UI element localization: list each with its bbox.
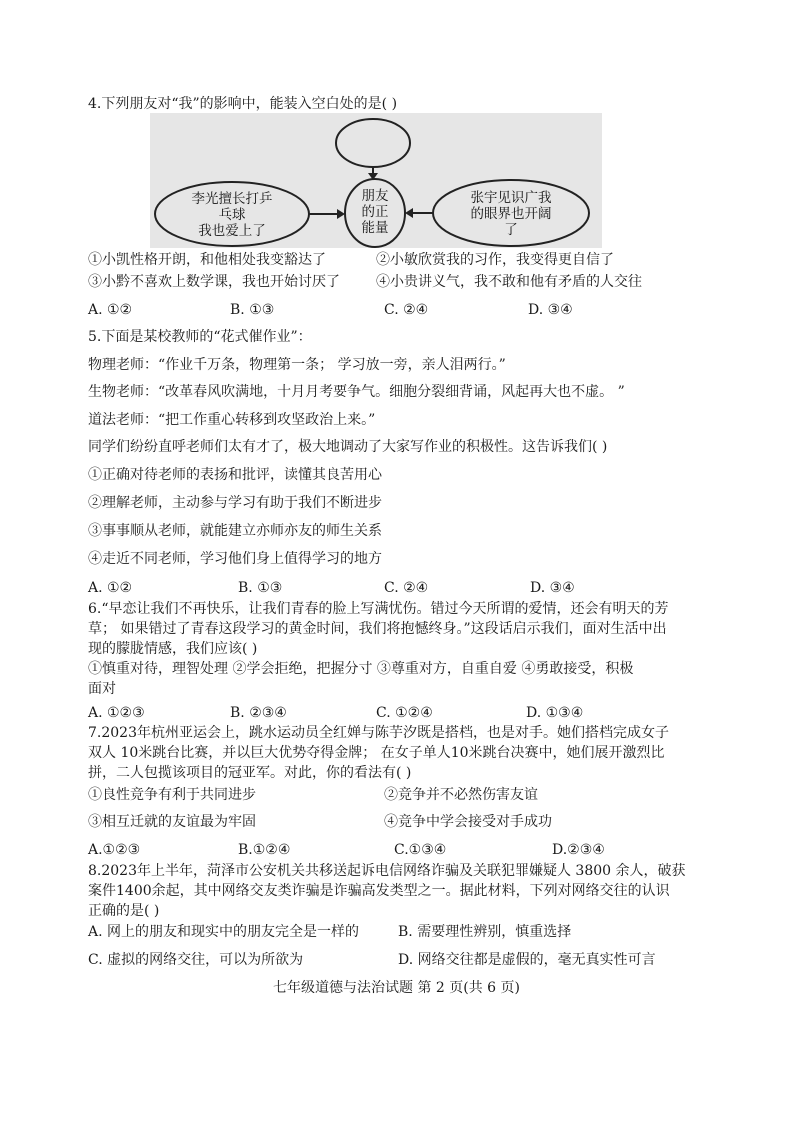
q7-item-3: ③相互迁就的友谊最为牢固 xyxy=(88,814,256,830)
friend-influence-diagram xyxy=(150,113,602,248)
blank-bubble xyxy=(336,119,410,167)
q4-item-2: ②小敏欣赏我的习作，我变得更自信了 xyxy=(376,252,614,268)
q5-item-1: ①正确对待老师的表扬和批评，读懂其良苦用心 xyxy=(88,467,382,483)
q5-biology-teacher: 生物老师：“改革春风吹满地，十月月考要争气。细胞分裂细背诵，风起再大也不虚。 ” xyxy=(88,384,625,400)
q7-option-d[interactable]: D.②③④ xyxy=(552,842,605,858)
q5-physics-teacher: 物理老师：“作业千万条，物理第一条； 学习放一旁，亲人泪两行。” xyxy=(88,357,506,373)
q7-line-2: 双人 10米跳台比赛，并以巨大优势夺得金牌； 在女子单人10米跳台决赛中，她们展开激烈比 xyxy=(88,745,665,761)
center-bubble-line-2: 的正 xyxy=(361,204,389,220)
q4-item-3: ③小黔不喜欢上数学课，我也开始讨厌了 xyxy=(88,274,340,290)
q7-item-1: ①良性竞争有利于共同进步 xyxy=(88,787,256,803)
q6-line-2: 草； 如果错过了青春这段学习的黄金时间，我们将抱憾终身。”这段话启示我们，面对生活中出 xyxy=(88,621,667,637)
center-bubble-line-1: 朋友 xyxy=(361,188,389,204)
q5-option-b[interactable]: B. ①③ xyxy=(238,580,283,596)
q5-item-4: ④走近不同老师，学习他们身上值得学习的地方 xyxy=(88,551,382,567)
center-bubble-line-3: 能量 xyxy=(361,220,389,236)
q6-items: ①慎重对待，理智处理 ②学会拒绝，把握分寸 ③尊重对方，自重自爱 ④勇敢接受，积极 xyxy=(88,661,634,677)
page-footer: 七年级道德与法治试题 第 2 页(共 6 页) xyxy=(273,980,520,996)
q7-line-1: 7.2023年杭州亚运会上，跳水运动员全红婵与陈芋汐既是搭档，也是对手。她们搭档完成女子 xyxy=(88,725,669,741)
right-bubble-line-1: 张宇见识广我 xyxy=(470,190,552,206)
q8-option-b[interactable]: B. 需要理性辨别，慎重选择 xyxy=(398,924,572,940)
q7-item-4: ④竞争中学会接受对手成功 xyxy=(384,814,552,830)
q5-question: 同学们纷纷直呼老师们太有才了，极大地调动了大家写作业的积极性。这告诉我们( ) xyxy=(88,439,608,455)
q7-item-2: ②竞争并不必然伤害友谊 xyxy=(384,787,538,803)
q4-stem: 4.下列朋友对“我”的影响中，能装入空白处的是( ) xyxy=(88,96,398,112)
q6-option-d[interactable]: D. ①③④ xyxy=(526,705,584,721)
q6-line-1: 6.“早恋让我们不再快乐，让我们青春的脸上写满忧伤。错过今天所谓的爱情，还会有明天的芳 xyxy=(88,601,669,617)
left-bubble-line-1: 李光擅长打乒 xyxy=(191,191,273,207)
q8-option-d[interactable]: D. 网络交往都是虚假的，毫无真实性可言 xyxy=(398,952,656,968)
q5-item-3: ③事事顺从老师，就能建立亦师亦友的师生关系 xyxy=(88,523,382,539)
right-bubble-line-2: 的眼界也开阔 xyxy=(470,206,552,222)
q4-option-a[interactable]: A. ①② xyxy=(88,302,133,318)
left-bubble-line-2: 乓球 xyxy=(218,207,246,223)
q6-items-cont: 面对 xyxy=(88,681,116,697)
q5-item-2: ②理解老师，主动参与学习有助于我们不断进步 xyxy=(88,495,382,511)
q4-option-c[interactable]: C. ②④ xyxy=(384,302,429,318)
q8-line-3: 正确的是( ) xyxy=(88,903,160,919)
q8-line-1: 8.2023年上半年，菏泽市公安机关共移送起诉电信网络诈骗及关联犯罪嫌疑人 3800 余人，破获 xyxy=(88,863,686,879)
left-bubble-line-3: 我也爱上了 xyxy=(198,223,266,239)
q5-stem: 5.下面是某校教师的“花式催作业”： xyxy=(88,329,312,345)
q6-option-a[interactable]: A. ①②③ xyxy=(88,705,145,721)
q6-option-c[interactable]: C. ①②④ xyxy=(376,705,433,721)
q7-line-3: 拼，二人包揽该项目的冠亚军。对此，你的看法有( ) xyxy=(88,765,412,781)
q4-item-4: ④小贵讲义气，我不敢和他有矛盾的人交往 xyxy=(376,274,642,290)
q8-option-c[interactable]: C. 虚拟的网络交往，可以为所欲为 xyxy=(88,952,304,968)
q5-option-a[interactable]: A. ①② xyxy=(88,580,133,596)
q8-option-a[interactable]: A. 网上的朋友和现实中的朋友完全是一样的 xyxy=(88,924,360,940)
q4-item-1: ①小凯性格开朗，和他相处我变豁达了 xyxy=(88,252,326,268)
q6-option-b[interactable]: B. ②③④ xyxy=(230,705,287,721)
q8-line-2: 案件1400余起，其中网络交友类诈骗是诈骗高发类型之一。据此材料，下列对网络交往的认识 xyxy=(88,883,670,899)
q7-option-b[interactable]: B.①②④ xyxy=(238,842,291,858)
q5-option-c[interactable]: C. ②④ xyxy=(384,580,429,596)
q4-option-d[interactable]: D. ③④ xyxy=(528,302,573,318)
q5-option-d[interactable]: D. ③④ xyxy=(530,580,575,596)
right-bubble-line-3: 了 xyxy=(504,222,518,238)
q4-option-b[interactable]: B. ①③ xyxy=(230,302,275,318)
q7-option-c[interactable]: C.①③④ xyxy=(394,842,447,858)
q6-line-3: 现的朦胧情感，我们应该( ) xyxy=(88,641,258,657)
q5-politics-teacher: 道法老师：“把工作重心转移到攻坚政治上来。” xyxy=(88,412,376,428)
q7-option-a[interactable]: A.①②③ xyxy=(88,842,141,858)
